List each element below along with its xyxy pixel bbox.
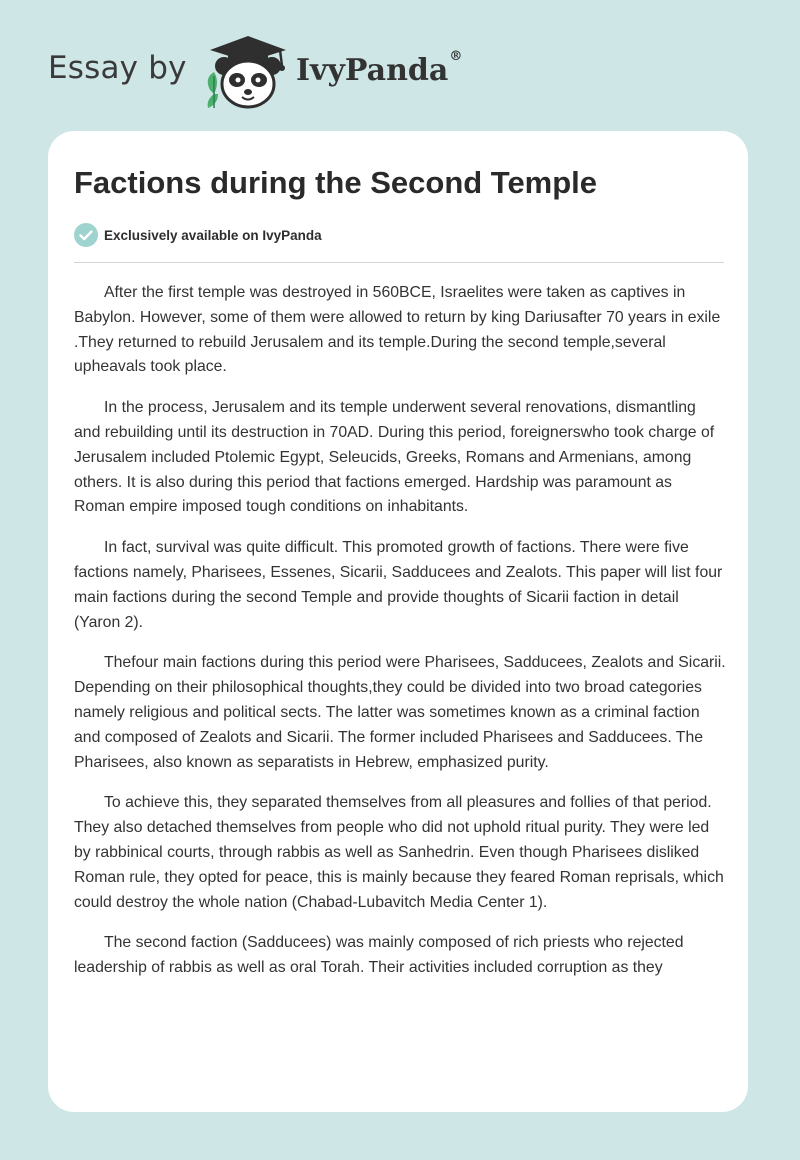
paragraph: To achieve this, they separated themselves from all pleasures and follies of that period. They also detached themselves from people who did not uphold ritual purity. They were led by rabbinical courts, through rabbis as well as Sanhedrin. Even though Pharisees disliked Roman rule, they opted for peace, this is mainly because they feared Roman reprisals, which could destroy the whole nation (Chabad-Lubavitch Media Center 1). [74,794,724,911]
brand-name[interactable]: IvyPanda® [296,49,463,88]
paragraph: In the process, Jerusalem and its temple underwent several renovations, dismantling and rebuilding until its destruction in 70AD. During this period, foreignerswho took charge of Jerusalem included Ptolemic Egypt, Seleucids, Greeks, Romans and Armenians, among others. It is also during this period that factions emerged. Hardship was paramount as Roman empire imposed tough conditions on inhabitants. [74,399,715,516]
page-title: Factions during the Second Temple [74,165,598,200]
panda-graduate-icon[interactable] [202,32,290,110]
paragraph: Thefour main factions during this period were Pharisees, Sadducees, Zealots and Sicarii. Depending on their philosophical thoughts,they could be divided into two broad categories namely religious and political sects. The latter was sometimes known as a criminal faction and composed of Zealots and Sicarii. The former included Pharisees and Sadducees. The Pharisees, also known as separatists in Hebrew, emphasized purity. [74,654,726,771]
exclusive-badge-label: Exclusively available on IvyPanda [104,227,322,243]
exclusive-badge [74,223,322,247]
essay-card [48,131,748,1112]
site-header [0,0,800,130]
divider [74,262,724,263]
paragraph: The second faction (Sadducees) was mainly composed of rich priests who rejected leadership of rabbis as well as oral Torah. Their activities included corruption as they [74,934,684,977]
paragraph: In fact, survival was quite difficult. This promoted growth of factions. There were five factions namely, Pharisees, Essenes, Sicarii, Sadducees and Zealots. This paper will list four main factions during the second Temple and provide thoughts of Sicarii faction in detail (Yaron 2). [74,539,723,631]
check-circle-icon [74,223,98,247]
essay-by-label: Essay by [48,50,187,86]
paragraph: After the first temple was destroyed in 560BCE, Israelites were taken as captives in Babylon. However, some of them were allowed to return by king Dariusafter 70 years in exile .They returned to rebuild Jerusalem and its temple.During the second temple,several upheavals took place. [74,284,721,376]
essay-body [74,281,726,997]
